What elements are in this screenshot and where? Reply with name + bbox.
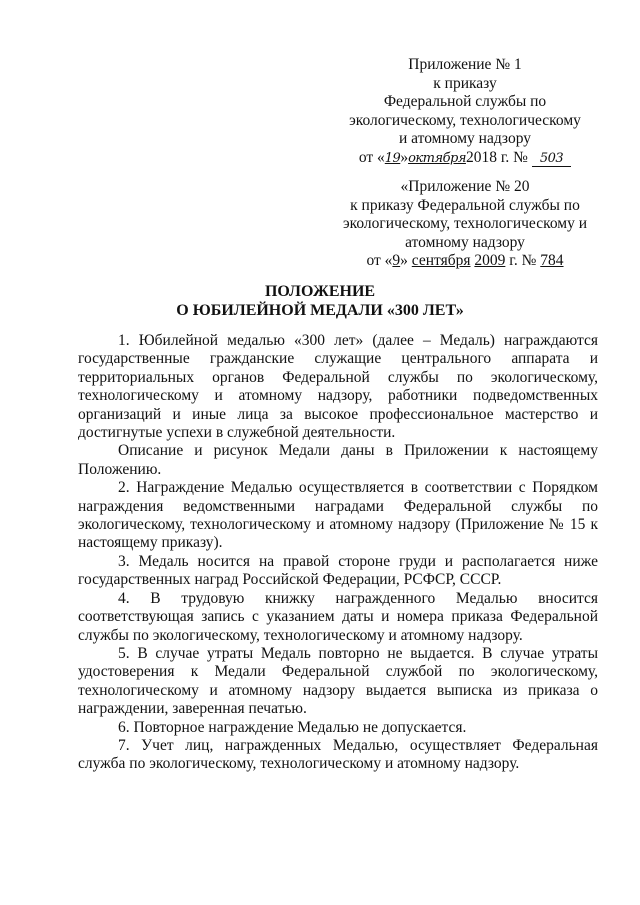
date-mid: г. № bbox=[505, 252, 541, 269]
paragraph-2: 2. Награждение Медалью осуществляется в соответствии с Порядком награждения ведомственными наградами Федеральной службы по экологическому, технологическому и атомному надзору (Приложение № 15 к настоящему приказу). bbox=[78, 479, 598, 552]
date-close: » bbox=[400, 148, 409, 166]
title-line-2: О ЮБИЛЕЙНОЙ МЕДАЛИ «300 ЛЕТ» bbox=[176, 302, 464, 319]
paragraph-5: 5. В случае утраты Медаль повторно не выдается. В случае утраты удостоверения к Медали Федеральной службой по экологическому, технологическому и атомному надзору выдается выписка из приказа о награждении, заверенная печатью. bbox=[78, 644, 598, 718]
paragraph-4: 4. В трудовую книжку награжденного Медалью вносится соответствующая запись с указанием даты и номера приказа Федеральной службы по экологическому, технологическому и атомному надзору. bbox=[78, 589, 598, 644]
annex-1-agency-line: экологическому, технологическому bbox=[349, 111, 581, 129]
date-year: 2018 г. № bbox=[465, 148, 528, 166]
annex-1-date-line bbox=[330, 149, 600, 169]
annex-20-title: «Приложение № 20 bbox=[400, 178, 530, 195]
annex-1-agency-line: Федеральной службы по bbox=[383, 93, 547, 110]
date-prefix: от « bbox=[366, 252, 393, 269]
annex-20-order-ref: к приказу Федеральной службы по bbox=[350, 196, 580, 214]
paragraph-3: 3. Медаль носится на правой стороне груди и располагается ниже государственных наград Российской Федерации, РСФСР, СССР. bbox=[78, 552, 598, 589]
paragraph-6: 6. Повторное награждение Медалью не допускается. bbox=[118, 718, 467, 736]
annex-20-agency-line: атомному надзору bbox=[405, 233, 525, 251]
paragraph-1: 1. Юбилейной медалью «300 лет» (далее – Медаль) награждаются государственные гражданские служащие центрального аппарата и территориальных органов Федеральной службы по экологическому, технологическому и атомному надзору, работники подведомственных организаций и иные лица за высокое профессиональное мастерство и достигнутые успехи в служебной деятельности. bbox=[78, 332, 598, 442]
annex-20-date-line bbox=[330, 252, 600, 271]
date-year: 2009 bbox=[474, 252, 506, 269]
paragraph-1-description: Описание и рисунок Медали даны в Приложении к настоящему Положению. bbox=[78, 442, 598, 478]
annex-20-header bbox=[330, 178, 600, 271]
annex-1-header bbox=[330, 56, 600, 168]
title-line-1: ПОЛОЖЕНИЕ bbox=[264, 283, 376, 300]
date-day: 9 bbox=[392, 252, 401, 269]
annex-20-agency-line: экологическому, технологическому и bbox=[342, 215, 588, 232]
annex-1-agency-line: и атомному надзору bbox=[399, 130, 531, 147]
handwritten-order-number: 503 bbox=[532, 151, 571, 167]
handwritten-month: октября bbox=[408, 150, 466, 166]
document-title bbox=[60, 282, 580, 320]
handwritten-day: 19 bbox=[384, 150, 401, 166]
date-prefix: от « bbox=[358, 148, 385, 166]
annex-1-title: Приложение № 1 bbox=[408, 56, 522, 73]
date-month: сентября bbox=[411, 252, 471, 269]
date-close: » bbox=[400, 252, 412, 269]
order-number: 784 bbox=[540, 252, 564, 269]
document-body bbox=[78, 332, 598, 774]
paragraph-7: 7. Учет лиц, награжденных Медалью, осуществляет Федеральная служба по экологическому, технологическому и атомному надзору. bbox=[78, 736, 598, 773]
annex-1-order-ref: к приказу bbox=[433, 74, 497, 92]
